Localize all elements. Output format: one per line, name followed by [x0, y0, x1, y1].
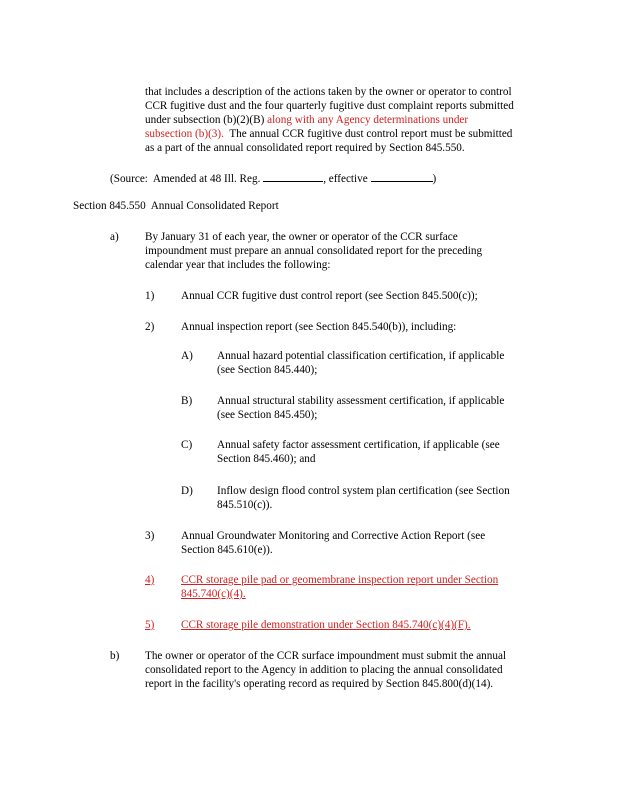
inserted-text: along with any Agency determinations under: [267, 114, 469, 126]
item-text: CCR storage pile demonstration under Section 845.740(c)(4)(F).: [181, 619, 471, 631]
item-text: CCR storage pile pad or geomembrane inspection report under Section 845.740(c)(4).: [181, 574, 499, 600]
sub-item-text: Annual structural stability assessment certification, if applicable (see Section 845.450);: [217, 395, 505, 421]
para-b-text: The owner or operator of the CCR surface impoundment must submit the annual consolidated report to the Agency in addition to placing the annual consolidated report in the facility's operating record as required by Section 845.800(d)(14).: [145, 650, 507, 690]
intro-paragraph: [145, 85, 565, 155]
sub-item-text: Annual hazard potential classification certification, if applicable (see Section 845.440);: [217, 350, 505, 376]
source-blank-2: [371, 171, 433, 182]
intro-line-5: as a part of the annual consolidated report required by Section 845.550.: [145, 142, 465, 154]
source-note: (Source: Amended at 48 Ill. Reg. , effective ): [110, 173, 437, 185]
sub-item-label: C): [181, 439, 193, 451]
sub-item-label: A): [181, 350, 193, 362]
source-blank-1: [263, 171, 323, 182]
section-heading: Section 845.550 Annual Consolidated Report: [73, 200, 279, 212]
item-text: Annual inspection report (see Section 845.540(b)), including:: [181, 321, 457, 333]
intro-line-4: subsection (b)(3). The annual CCR fugitive dust control report must be submitted: [145, 128, 513, 140]
para-b-label: b): [110, 650, 120, 662]
para-a-label: a): [110, 231, 119, 243]
item-label: 2): [145, 321, 155, 333]
sub-item-text: Annual safety factor assessment certification, if applicable (see Section 845.460); and: [217, 439, 500, 465]
intro-line-2: CCR fugitive dust and the four quarterly fugitive dust complaint reports submitted: [145, 100, 514, 112]
intro-line-3: under subsection (b)(2)(B) along with any Agency determinations under: [145, 114, 469, 126]
item-label: 5): [145, 619, 155, 631]
sub-item-label: B): [181, 395, 193, 407]
intro-line-1: that includes a description of the actions taken by the owner or operator to control: [145, 86, 512, 98]
item-label: 1): [145, 290, 155, 302]
sub-item-text: Inflow design flood control system plan certification (see Section 845.510(c)).: [217, 485, 510, 511]
inserted-text: subsection (b)(3).: [145, 128, 224, 140]
sub-item-label: D): [181, 485, 193, 497]
item-label: 3): [145, 530, 155, 542]
item-label: 4): [145, 574, 155, 586]
item-text: Annual Groundwater Monitoring and Corrective Action Report (see Section 845.610(e)).: [181, 530, 486, 556]
item-text: Annual CCR fugitive dust control report (see Section 845.500(c));: [181, 290, 478, 302]
para-a-text: By January 31 of each year, the owner or operator of the CCR surface impoundment must prepare an annual consolidated report for the preceding calendar year that includes the following:: [145, 231, 483, 271]
